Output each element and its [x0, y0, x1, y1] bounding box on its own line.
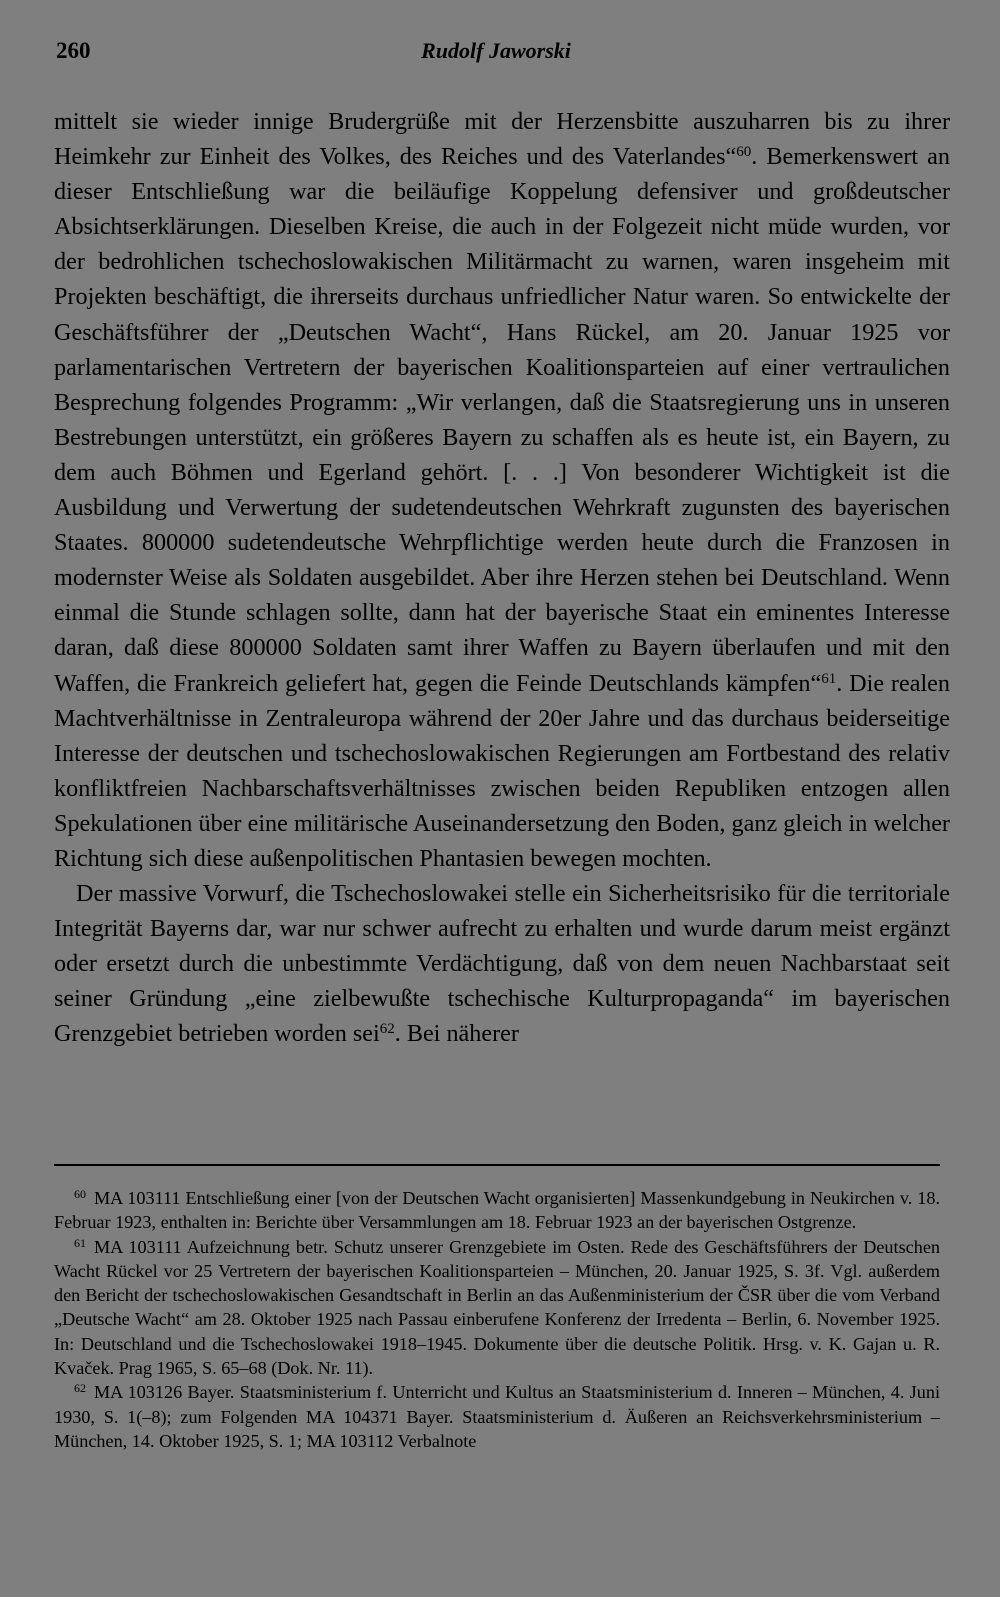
footnote-61 [54, 1235, 940, 1381]
paragraph-1-part-c: . Die realen Machtverhältnisse in Zentraleuropa während der 20er Jahre und das durchaus beiderseitige Interesse der deutschen und tschechoslowakischen Regierungen am Fortbestand des relativ konfliktfreien Nachbarschaftsverhältnisses zwischen beiden Republiken entzogen allen Spekulationen über eine militärische Auseinandersetzung den Boden, ganz gleich in welcher Richtung sich diese außenpolitischen Phantasien bewegen mochten. [54, 669, 951, 872]
footnote-60 [54, 1186, 940, 1235]
paragraph-2-part-b: . Bei näherer [394, 1020, 519, 1048]
paragraph-1-part-b: . Bemerkenswert an dieser Entschließung war die beiläufige Koppelung defensiver und großdeutscher Absichtserklärungen. Dieselben Kreise, die auch in der Folgezeit nicht müde wurden, vor der bedrohlichen tschechoslowakischen Militärmacht zu warnen, waren insgeheim mit Projekten beschäftigt, die ihrerseits durchaus unfriedlicher Natur waren. So entwickelte der Geschäftsführer der „Deutschen Wacht“, Hans Rückel, am 20. Januar 1925 vor parlamentarischen Vertretern der bayerischen Koalitionsparteien auf einer vertraulichen Besprechung folgendes Programm: „Wir verlangen, daß die Staatsregierung uns in unseren Bestrebungen unterstützt, ein größeres Bayern zu schaffen als es heute ist, ein Bayern, zu dem auch Böhmen und Egerland gehört. [. . .] Von besonderer Wichtigkeit ist die Ausbildung und Verwertung der sudetendeutschen Wehrkraft zugunsten des bayerischen Staates. 800000 sudetendeutsche Wehrpflichtige werden heute durch die Franzosen in modernster Weise als Soldaten ausgebildet. Aber ihre Herzen stehen bei Deutschland. Wenn einmal die Stunde schlagen sollte, dann hat der bayerische Staat ein eminentes Interesse daran, daß diese 800000 Soldaten samt ihrer Waffen zu Bayern überlaufen und mit den Waffen, die Frankreich geliefert hat, gegen die Feinde Deutschlands kämpfen“ [54, 143, 950, 697]
footnote-number: 61 [74, 1235, 86, 1250]
footnote-text: MA 103126 Bayer. Staatsministerium f. Unterricht und Kultus an Staatsministerium d. Inneren – München, 4. Juni 1930, S. 1(–8); zum Folgenden MA 104371 Bayer. Staatsministerium d. Äußeren an Reichsverkehrsministerium – München, 14. Oktober 1925, S. 1; MA 103112 Verbalnote [54, 1382, 940, 1451]
paragraph-1-part-a: mittelt sie wieder innige Brudergrüße mit der Herzensbitte auszuharren bis zu ihrer Heimkehr zur Einheit des Volkes, des Reiches und des Vaterlandes“ [54, 108, 950, 171]
paragraph-2-part-a: Der massive Vorwurf, die Tschechoslowakei stelle ein Sicherheitsrisiko für die territoriale Integrität Bayerns dar, war nur schwer aufrecht zu erhalten und wurde darum meist ergänzt oder ersetzt durch die unbestimmte Verdächtigung, daß von dem neuen Nachbarstaat seit seiner Gründung „eine zielbewußte tschechische Kulturpropaganda“ im bayerischen Grenzgebiet betrieben worden sei [54, 880, 950, 1048]
footnote-ref-62[interactable]: 62 [379, 1021, 395, 1038]
footnote-text: MA 103111 Aufzeichnung betr. Schutz unserer Grenzgebiete im Osten. Rede des Geschäftsführers der Deutschen Wacht Rückel vor 25 Vertretern der bayerischen Koalitionsparteien – München, 20. Januar 1925, S. 3f. Vgl. außerdem den Bericht der tschechoslowakischen Gesandtschaft in Berlin an das Außenministerium der ČSR über die vom Verband „Deutsche Wacht“ am 28. Oktober 1925 nach Passau einberufene Konferenz der Irredenta – Berlin, 6. November 1925. In: Deutschland und die Tschechoslowakei 1918–1945. Dokumente über die deutsche Politik. Hrsg. v. K. Gajan u. R. Kvaček. Prag 1965, S. 65–68 (Dok. Nr. 11). [54, 1236, 940, 1379]
paragraph-2 [54, 876, 950, 1051]
footnote-number: 62 [74, 1381, 86, 1396]
footnote-ref-60[interactable]: 60 [736, 143, 752, 160]
footnote-number: 60 [74, 1187, 86, 1201]
footnote-62 [54, 1380, 940, 1453]
footnotes [54, 1186, 940, 1453]
paragraph-1 [54, 104, 950, 876]
page-header [56, 38, 936, 72]
footnote-separator [54, 1164, 940, 1166]
page-number: 260 [56, 38, 91, 63]
footnote-ref-61[interactable]: 61 [821, 670, 837, 687]
footnote-text: MA 103111 Entschließung einer [von der Deutschen Wacht organisierten] Massenkundgebung in Neukirchen v. 18. Februar 1923, enthalten in: Berichte über Versammlungen am 18. Februar 1923 an der bayerischen Ostgrenze. [54, 1188, 940, 1233]
running-head-author: Rudolf Jaworski [421, 38, 571, 63]
body-text [54, 104, 950, 1052]
